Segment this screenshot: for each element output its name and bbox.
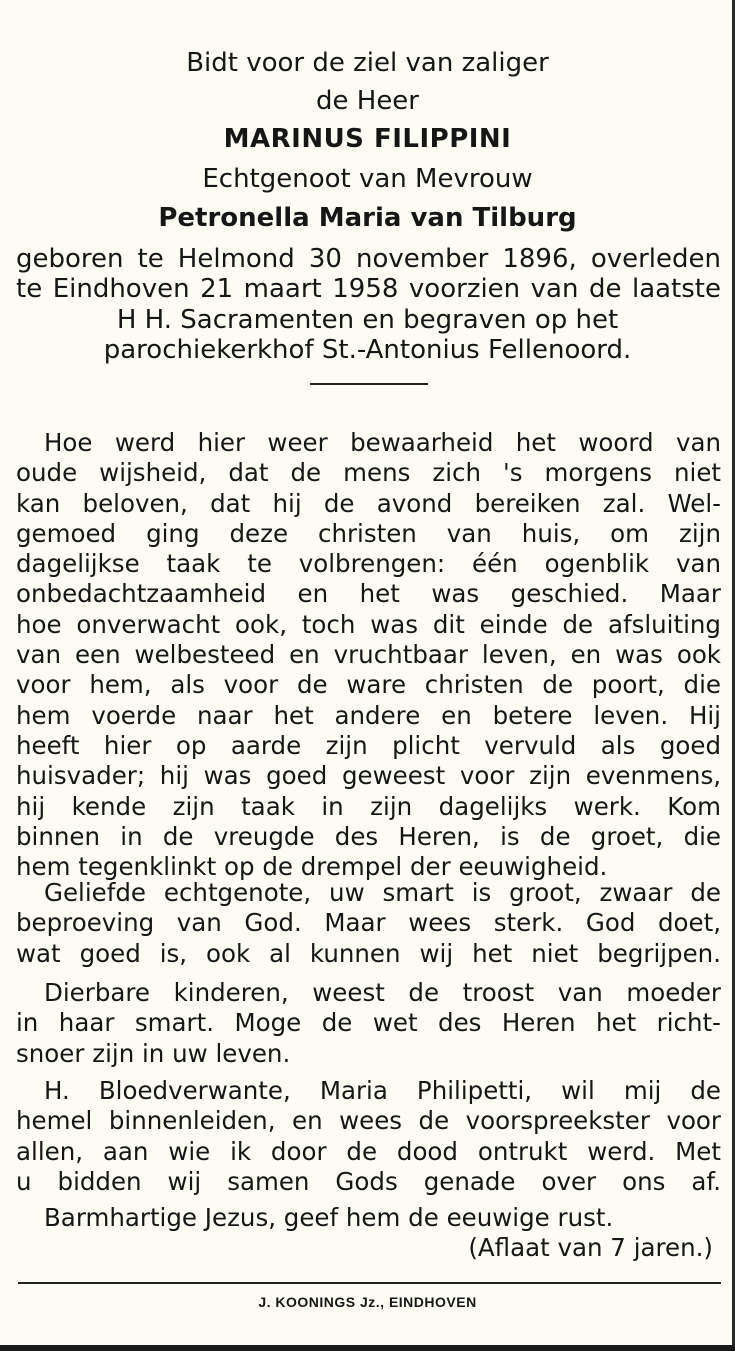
text-line: kan beloven, dat hij de avond bereiken zal. Wel- bbox=[16, 488, 721, 518]
text-line: huisvader; hij was goed geweest voor zijn evenmens, bbox=[16, 761, 721, 791]
printer-credit: J. KOONINGS Jz., EINDHOVEN bbox=[258, 1294, 477, 1310]
text-line: Geliefde echtgenote, uw smart is groot, zwaar de bbox=[44, 878, 721, 907]
text-line: hij kende zijn taak in zijn dagelijks werk. Kom bbox=[16, 791, 721, 821]
text-line: hem voerde naar het andere en betere leven. Hij bbox=[16, 700, 721, 730]
text-line: hem tegenklinkt op de drempel der eeuwigheid. bbox=[16, 852, 608, 882]
paragraph-prayer bbox=[16, 1203, 721, 1264]
details-line: parochiekerkhof St.-Antonius Fellenoord. bbox=[103, 335, 632, 365]
text-line: beproeving van God. Maar wees sterk. God doet, bbox=[16, 908, 721, 938]
text-line: hemel binnenleiden, en wees de voorspreekster voor bbox=[16, 1106, 721, 1136]
text-line: voor hem, als voor de ware christen de poort, die bbox=[16, 670, 721, 700]
text-line: allen, aan wie ik door de dood ontrukt werd. Met bbox=[16, 1136, 721, 1166]
spouse-intro: Echtgenoot van Mevrouw bbox=[202, 164, 533, 194]
paragraph-children bbox=[16, 978, 721, 1069]
text-line: onbedachtzaamheid en het was geschied. Maar bbox=[16, 579, 721, 609]
text-line: Hoe werd hier weer bewaarheid het woord van bbox=[44, 428, 721, 457]
details-line: te Eindhoven 21 maart 1958 voorzien van de laatste bbox=[16, 274, 721, 304]
paragraph-relative bbox=[16, 1076, 721, 1197]
paragraph-spouse bbox=[16, 878, 721, 969]
text-line: dagelijkse taak te volbrengen: één ogenblik van bbox=[16, 549, 721, 579]
text-line: Barmhartige Jezus, geef hem de eeuwige rust. bbox=[44, 1203, 614, 1232]
text-line: u bidden wij samen Gods genade over ons af. bbox=[16, 1166, 721, 1196]
spouse-name: Petronella Maria van Tilburg bbox=[158, 203, 577, 233]
deceased-name: MARINUS FILIPPINI bbox=[223, 124, 512, 154]
text-line: Dierbare kinderen, weest de troost van moeder bbox=[44, 978, 721, 1007]
text-line: heeft hier op aarde zijn plicht vervuld als goed bbox=[16, 730, 721, 760]
prayer-intro: Bidt voor de ziel van zaliger bbox=[186, 48, 549, 78]
details-line: H H. Sacramenten en begraven op het bbox=[116, 305, 619, 335]
footer-rule bbox=[18, 1282, 721, 1284]
details-line: geboren te Helmond 30 november 1896, overleden bbox=[16, 244, 721, 274]
text-line: hoe onverwacht ook, toch was dit einde de afsluiting bbox=[16, 609, 721, 639]
indulgence-note: (Aflaat van 7 jaren.) bbox=[468, 1233, 713, 1263]
text-line: oude wijsheid, dat de mens zich 's morgens niet bbox=[16, 458, 721, 488]
divider bbox=[310, 383, 428, 385]
card-edge-bottom bbox=[0, 1345, 735, 1351]
text-line: H. Bloedverwante, Maria Philipetti, wil mij de bbox=[44, 1076, 721, 1105]
paragraph-main bbox=[16, 428, 721, 882]
text-line: in haar smart. Moge de wet des Heren het richt- bbox=[16, 1008, 721, 1038]
text-line: snoer zijn in uw leven. bbox=[16, 1038, 291, 1068]
text-line: binnen in de vreugde des Heren, is de groet, die bbox=[16, 821, 721, 851]
text-line: gemoed ging deze christen van huis, om zijn bbox=[16, 518, 721, 548]
text-line: van een welbesteed en vruchtbaar leven, en was ook bbox=[16, 640, 721, 670]
honorific: de Heer bbox=[316, 86, 419, 116]
text-line: wat goed is, ook al kunnen wij het niet begrijpen. bbox=[16, 938, 721, 968]
